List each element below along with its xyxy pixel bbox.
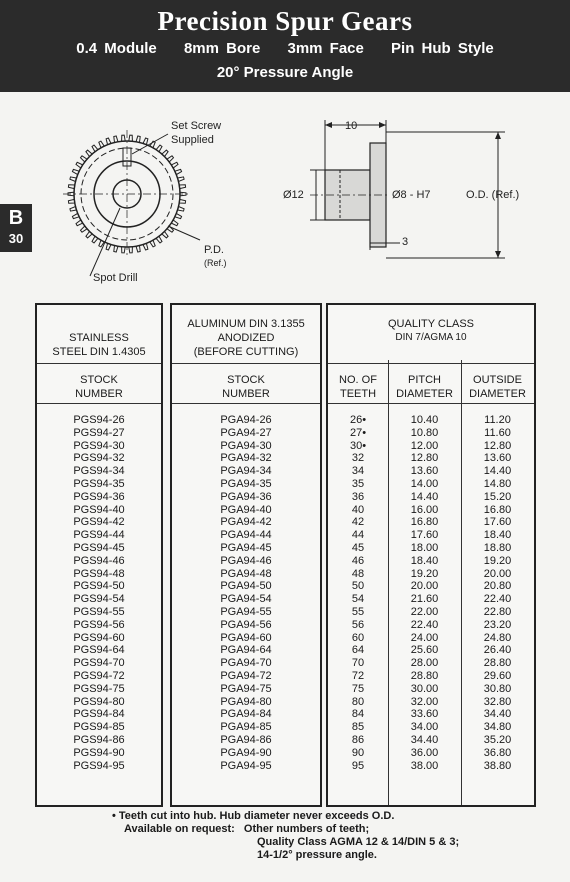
gear-tooth (86, 150, 92, 156)
table-cell: 34.40 (483, 708, 512, 721)
table-cell: PGS94-84 (73, 708, 125, 721)
table-cell: PGA94-95 (220, 759, 272, 772)
table-cell: PGS94-72 (73, 669, 125, 682)
table-cell: PGA94-27 (220, 426, 272, 439)
table-cell: 26• (349, 414, 367, 426)
gear-tooth (156, 236, 162, 243)
table-cell: 29.60 (483, 669, 512, 682)
table-cell: 14.40 (410, 490, 439, 503)
set-screw-label: Set Screw (171, 120, 222, 132)
table-cell: PGS94-95 (73, 759, 125, 772)
gear-front-view (63, 130, 191, 258)
gear-tooth (167, 156, 174, 162)
table-cell: 84 (351, 708, 365, 721)
table-cell: 55 (351, 605, 365, 618)
gear-tooth (122, 247, 126, 253)
dim-hub-label: Ø12 (283, 189, 304, 201)
note-teeth-cut: • Teeth cut into hub. Hub diameter never exceeds O.D. (112, 810, 395, 822)
outside-header: OUTSIDE DIAMETER (469, 374, 526, 400)
table-cell: PGS94-27 (73, 426, 125, 439)
stainless-panel (35, 303, 163, 807)
table-cell: 28.00 (410, 657, 439, 670)
teeth-column (328, 414, 388, 772)
spec-module: 0.4 Module (76, 40, 157, 57)
spot-drill-label: Spot Drill (93, 272, 138, 284)
stainless-header: STAINLESS STEEL DIN 1.4305 (52, 332, 146, 358)
table-cell: PGA94-26 (220, 414, 272, 426)
table-cell: PGA94-70 (220, 657, 272, 670)
outside-column (461, 414, 534, 772)
table-cell: 48 (351, 567, 365, 580)
table-cell: 30.80 (483, 682, 512, 695)
footnotes (112, 810, 459, 862)
table-cell: 32.80 (483, 695, 512, 708)
table-cell: PGS94-80 (73, 695, 125, 708)
note-available-label: Available on request: (124, 823, 235, 835)
dim-od-label: O.D. (Ref.) (466, 189, 520, 201)
table-cell: 38.80 (483, 759, 512, 772)
supplied-label: Supplied (171, 134, 214, 146)
table-cell: PGA94-44 (220, 529, 272, 542)
table-cell: PGA94-34 (220, 465, 272, 478)
table-cell: 54 (351, 593, 365, 606)
table-cell: 16.80 (483, 503, 512, 516)
table-cell: 12.00 (410, 439, 439, 452)
table-cell: 16.00 (410, 503, 439, 516)
dim-face-label: 3 (402, 236, 409, 248)
pitch-header: PITCH DIAMETER (396, 374, 453, 400)
table-cell: 17.60 (483, 516, 512, 529)
table-cell: 19.20 (483, 554, 512, 567)
table-cell: 20.00 (483, 567, 512, 580)
table-cell: 13.60 (483, 452, 512, 465)
page-header (0, 0, 570, 92)
table-cell: PGS94-42 (73, 516, 125, 529)
gear-drawing (40, 108, 560, 294)
gear-tooth (92, 145, 98, 152)
table-cell: 12.80 (483, 439, 512, 452)
table-cell: 18.00 (410, 541, 439, 554)
table-cell: 21.60 (410, 593, 439, 606)
quality-header: QUALITY CLASS DIN 7/AGMA 10 (388, 318, 474, 343)
table-cell: PGA94-90 (220, 746, 272, 759)
table-cell: PGA94-64 (220, 644, 272, 657)
gear-tooth (81, 156, 88, 162)
pressure-angle: 20° Pressure Angle (216, 64, 354, 81)
table-cell: 30• (349, 439, 367, 452)
table-cell: PGS94-90 (73, 746, 125, 759)
table-cell: 24.00 (410, 631, 439, 644)
table-cell: 12.80 (410, 452, 439, 465)
table-cell: 70 (351, 657, 365, 670)
table-cell: 44 (351, 529, 365, 542)
table-cell: PGS94-32 (73, 452, 125, 465)
table-cell: 75 (351, 682, 365, 695)
table-cell: 50 (351, 580, 365, 593)
note-available (124, 823, 459, 836)
table-cell: PGS94-86 (73, 733, 125, 746)
table-cell: 28.80 (410, 669, 439, 682)
table-cell: 35.20 (483, 733, 512, 746)
table-cell: 90 (351, 746, 365, 759)
table-cell: PGA94-54 (220, 593, 272, 606)
spec-bore: 8mm Bore (183, 40, 261, 57)
aluminum-panel (170, 303, 322, 807)
aluminum-stock-header: STOCK NUMBER (222, 374, 270, 400)
table-cell: 34.00 (410, 721, 439, 734)
table-cell: 64 (351, 644, 365, 657)
note-pressure-angle: 14-1/2° pressure angle. (257, 849, 377, 861)
table-cell: 42 (351, 516, 365, 529)
gear-diagram (40, 108, 560, 294)
table-cell: PGS94-36 (73, 490, 125, 503)
table-cell: 34.40 (410, 733, 439, 746)
table-cell: 11.20 (484, 414, 511, 426)
gear-tooth (162, 150, 168, 156)
table-cell: 60 (351, 631, 365, 644)
table-cell: PGA94-60 (220, 631, 272, 644)
quality-panel (326, 303, 536, 807)
pd-ref-label: (Ref.) (204, 258, 227, 268)
table-cell: 23.20 (483, 618, 512, 631)
page-title: Precision Spur Gears (157, 6, 413, 36)
table-cell: PGA94-48 (220, 567, 272, 580)
table-cell: 19.20 (410, 567, 439, 580)
section-number: 30 (8, 231, 24, 246)
table-cell: 36 (351, 490, 365, 503)
table-cell: 27• (349, 426, 367, 439)
teeth-header: NO. OF TEETH (339, 374, 377, 400)
table-cell: 20.80 (483, 580, 512, 593)
gear-tooth (129, 135, 133, 141)
table-cell: 24.80 (483, 631, 512, 644)
table-cell: PGS94-30 (73, 439, 125, 452)
table-cell: PGS94-64 (73, 644, 125, 657)
table-cell: 72 (351, 669, 365, 682)
dim-width-label: 10 (345, 120, 358, 132)
pga-column (172, 414, 320, 772)
table-cell: 38.00 (410, 759, 439, 772)
table-cell: PGS94-60 (73, 631, 125, 644)
table-cell: 95 (351, 759, 365, 772)
table-cell: PGA94-85 (220, 721, 272, 734)
spec-style: Pin Hub Style (391, 40, 494, 57)
table-cell: 20.00 (410, 580, 439, 593)
table-cell: PGA94-72 (220, 669, 272, 682)
table-cell: PGS94-44 (73, 529, 125, 542)
gear-tooth (92, 236, 98, 243)
table-cell: 18.40 (410, 554, 439, 567)
table-cell: 18.80 (483, 541, 512, 554)
table-cell: PGS94-45 (73, 541, 125, 554)
table-cell: PGS94-34 (73, 465, 125, 478)
gear-tooth (156, 145, 162, 152)
table-cell: PGA94-80 (220, 695, 272, 708)
table-cell: PGA94-50 (220, 580, 272, 593)
table-cell: 14.80 (483, 477, 512, 490)
note-quality-class: Quality Class AGMA 12 & 14/DIN 5 & 3; (257, 836, 460, 848)
table-cell: PGS94-56 (73, 618, 125, 631)
table-cell: 17.60 (410, 529, 439, 542)
table-cell: PGS94-70 (73, 657, 125, 670)
table-cell: PGA94-55 (220, 605, 272, 618)
table-cell: 85 (351, 721, 365, 734)
table-cell: PGS94-85 (73, 721, 125, 734)
table-cell: 46 (351, 554, 365, 567)
table-cell: 80 (351, 695, 365, 708)
aluminum-header: ALUMINUM DIN 3.1355 ANODIZED (BEFORE CUTTING) (187, 318, 305, 358)
spec-line (0, 40, 570, 57)
section-letter: B (8, 207, 24, 229)
pd-label: P.D. (204, 244, 224, 256)
table-cell: 11.60 (484, 426, 511, 439)
table-cell: 32.00 (410, 695, 439, 708)
table-cell: 34 (351, 465, 365, 478)
table-cell: 22.00 (410, 605, 439, 618)
table-cell: PGA94-45 (220, 541, 272, 554)
dim-bore-label: Ø8 - H7 (392, 189, 431, 201)
table-cell: PGA94-42 (220, 516, 272, 529)
table-cell: PGA94-40 (220, 503, 272, 516)
table-cell: 36.00 (410, 746, 439, 759)
table-cell: 14.40 (483, 465, 512, 478)
gear-tooth (81, 226, 88, 232)
table-cell: PGS94-54 (73, 593, 125, 606)
stainless-stock-header: STOCK NUMBER (75, 374, 123, 400)
table-cell: 16.80 (410, 516, 439, 529)
table-cell: 86 (351, 733, 365, 746)
table-cell: 22.40 (483, 593, 512, 606)
table-cell: 15.20 (483, 490, 512, 503)
table-cell: PGS94-55 (73, 605, 125, 618)
table-cell: 22.40 (410, 618, 439, 631)
table-cell: 56 (351, 618, 365, 631)
table-cell: 30.00 (410, 682, 439, 695)
note-other-teeth: Other numbers of teeth; (243, 823, 370, 835)
table-cell: PGS94-50 (73, 580, 125, 593)
table-cell: 26.40 (483, 644, 512, 657)
spec-face: 3mm Face (287, 40, 364, 57)
table-cell: PGS94-46 (73, 554, 125, 567)
table-cell: PGA94-86 (220, 733, 272, 746)
table-cell: 34.80 (483, 721, 512, 734)
table-cell: PGS94-26 (73, 414, 125, 426)
gear-tooth (129, 247, 133, 253)
table-cell: 33.60 (410, 708, 439, 721)
table-cell: PGA94-56 (220, 618, 272, 631)
table-cell: PGA94-32 (220, 452, 272, 465)
table-cell: 45 (351, 541, 365, 554)
table-cell: 18.40 (483, 529, 512, 542)
table-cell: PGS94-75 (73, 682, 125, 695)
table-cell: PGS94-35 (73, 477, 125, 490)
gear-tooth (86, 232, 92, 238)
table-cell: 10.40 (410, 414, 439, 426)
section-tab (0, 204, 32, 252)
table-cell: PGA94-35 (220, 477, 272, 490)
table-cell: PGA94-30 (220, 439, 272, 452)
table-cell: PGA94-36 (220, 490, 272, 503)
table-cell: 40 (351, 503, 365, 516)
table-cell: 14.00 (410, 477, 439, 490)
table-cell: 36.80 (483, 746, 512, 759)
table-cell: PGS94-48 (73, 567, 125, 580)
gear-tooth (122, 135, 126, 141)
table-cell: 13.60 (410, 465, 439, 478)
table-cell: PGA94-46 (220, 554, 272, 567)
table-cell: PGA94-84 (220, 708, 272, 721)
table-cell: 22.80 (483, 605, 512, 618)
table-cell: 35 (351, 477, 365, 490)
table-cell: 25.60 (410, 644, 439, 657)
table-cell: 28.80 (483, 657, 512, 670)
table-cell: PGS94-40 (73, 503, 125, 516)
pgs-column (37, 414, 161, 772)
table-cell: 10.80 (410, 426, 439, 439)
gear-tooth (162, 232, 168, 238)
table-cell: PGA94-75 (220, 682, 272, 695)
table-cell: 32 (351, 452, 365, 465)
pitch-column (388, 414, 461, 772)
